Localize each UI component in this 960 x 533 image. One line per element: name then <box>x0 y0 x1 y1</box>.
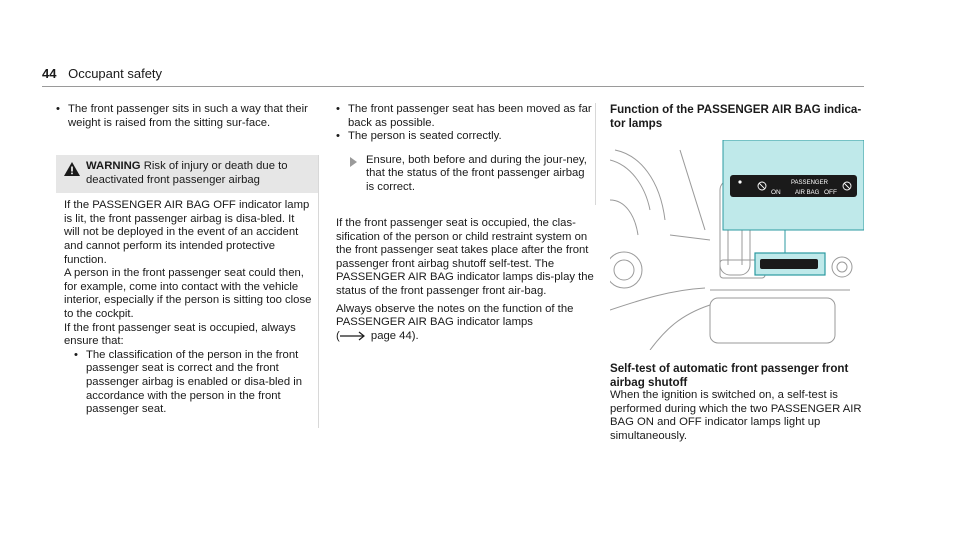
warning-box <box>56 155 319 428</box>
caption-text: When the ignition is switched on, a self-test is performed during which the two PASSENGER AIR BAG ON and OFF indicator lamps light up simultaneously. <box>610 389 862 442</box>
figure-caption <box>610 362 862 444</box>
column-1 <box>56 103 318 130</box>
section-title: Occupant safety <box>68 66 163 81</box>
paragraph: Always observe the notes on the function of the PASSENGER AIR BAG indicator lamps ( page 44). <box>336 302 574 342</box>
indicator-top-label: PASSENGER <box>791 180 828 186</box>
page-reference-arrow-icon <box>340 331 368 341</box>
bullet-item: • The front passenger sits in such a way that their weight is raised from the sitting sur-face. <box>56 103 318 130</box>
indicator-bottom-label: AIR BAG <box>795 190 820 196</box>
indicator-on-label: ON <box>771 189 781 196</box>
page-reference[interactable]: page 44). <box>370 329 419 342</box>
warning-paragraph: If the PASSENGER AIR BAG OFF indicator lamp is lit, the front passenger airbag is disa-bled. It will not be deployed in the event of an accident and cannot perform its intended protective function. <box>64 199 310 266</box>
warning-label: WARNING <box>86 160 141 172</box>
indicator-off-label: OFF <box>824 189 837 196</box>
warning-paragraph: A person in the front passenger seat could then, for example, come into contact with the vehicle interior, especially if the person is sitting too close to the cockpit. <box>64 267 312 320</box>
paragraph: If the front passenger seat is occupied, the clas-sification of the person or child restraint system on the front passenger seat takes place after the front passenger front airbag shutoff self-test. The PASSENGER AIR BAG indicator lamps dis-play the status of the front passenger front air-bag. <box>336 217 594 297</box>
instruction-step: Ensure, both before and during the jour-ney, that the status of the front passenger airbag is correct. <box>336 154 595 195</box>
caption-heading: Self-test of automatic front passenger front airbag shutoff <box>610 362 849 389</box>
instruction-box <box>336 103 596 205</box>
warning-paragraph: If the front passenger seat is occupied, always ensure that: <box>64 321 296 348</box>
bullet-item: • The front passenger seat has been moved as far back as possible. <box>336 103 595 130</box>
column-3 <box>610 103 862 130</box>
instruction-arrow-icon <box>350 157 357 167</box>
indicator-panel <box>730 175 857 197</box>
warning-title: Risk of injury or death due to deactivated front passenger airbag <box>86 160 288 186</box>
page-number: 44 <box>42 66 57 81</box>
warning-sub-bullet: • The classification of the person in the front passenger seat is correct and the front passenger airbag is enabled or disa-bled in accordance with the person in the front passenger seat. <box>74 349 312 417</box>
warning-body <box>56 193 318 417</box>
warning-triangle-icon <box>64 162 80 176</box>
column-2 <box>336 103 596 343</box>
page-header <box>42 66 162 81</box>
bullet-item: • The person is seated correctly. <box>336 130 595 144</box>
dashboard-illustration <box>610 140 864 350</box>
warning-header <box>56 155 318 193</box>
section-heading: Function of the PASSENGER AIR BAG indica-tor lamps <box>610 103 862 130</box>
header-divider <box>42 86 864 87</box>
dashboard-figure <box>610 140 864 350</box>
